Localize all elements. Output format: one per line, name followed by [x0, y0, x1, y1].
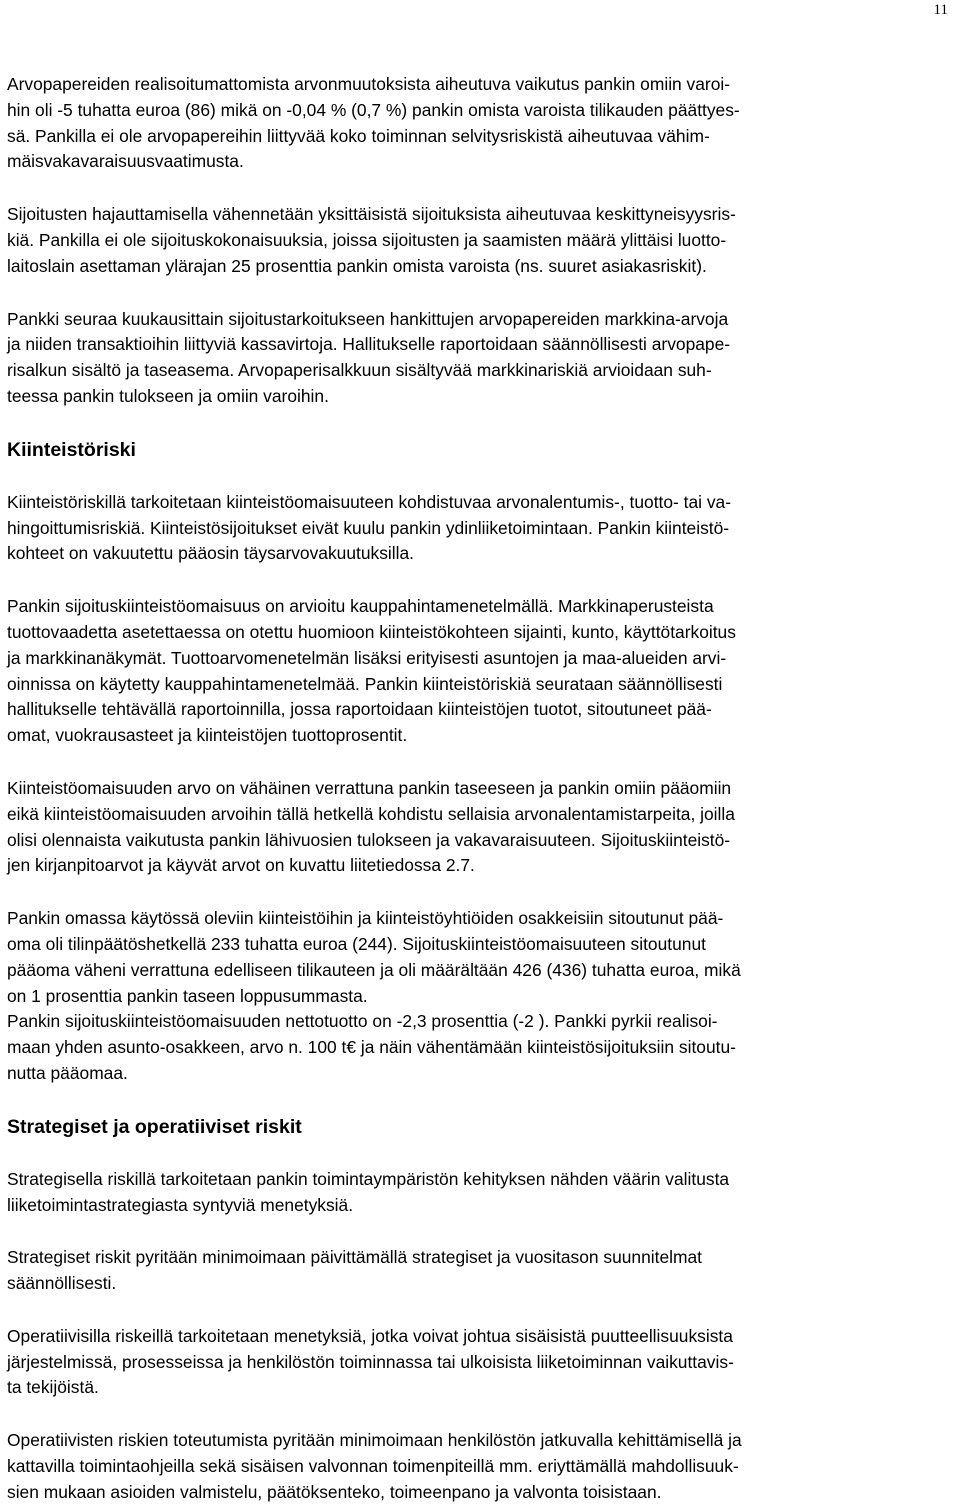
- text-line: Pankin sijoituskiinteistöomaisuus on arvioitu kauppahintamenetelmällä. Markkinaperusteista: [7, 596, 714, 617]
- paragraph: [7, 72, 953, 175]
- text-line: teessa pankin tulokseen ja omiin varoihin.: [7, 385, 329, 406]
- paragraph: [7, 490, 953, 567]
- text-line: ja niiden transaktioihin liittyviä kassavirtoja. Hallitukselle raportoidaan säännöllisesti arvopape-: [7, 334, 731, 355]
- text-line: Kiinteistöomaisuuden arvo on vähäinen verrattuna pankin taseeseen ja pankin omiin pääomiin: [7, 777, 732, 798]
- text-line: kattavilla toimintaohjeilla sekä sisäisen valvonnan toimenpiteillä mm. eriyttämällä mahdollisuuk-: [7, 1456, 739, 1477]
- text-line: Arvopapereiden realisoitumattomista arvonmuutoksista aiheutuva vaikutus pankin omiin varoi-: [7, 74, 731, 94]
- text-line: liiketoimintastrategiasta syntyviä menetyksiä.: [7, 1194, 354, 1215]
- text-line: hingoittumisriskiä. Kiinteistösijoitukset eivät kuulu pankin ydinliiketoimintaan. Pankin kiinteistö-: [7, 517, 730, 538]
- paragraph: [7, 1324, 953, 1401]
- text-line: Strategisella riskillä tarkoitetaan pankin toimintaympäristön kehityksen nähden väärin valitusta: [7, 1168, 730, 1189]
- text-line: kohteet on vakuutettu pääosin täysarvovakuutuksilla.: [7, 543, 414, 564]
- paragraph: [7, 1009, 953, 1086]
- paragraph: [7, 594, 953, 749]
- text-line: hin oli -5 tuhatta euroa (86) mikä on -0,04 % (0,7 %) pankin omista varoista tilikauden päättyes-: [7, 99, 740, 120]
- text-line: risalkun sisältö ja taseasema. Arvopaperisalkkuun sisältyvää markkinariskiä arvioidaan suh-: [7, 360, 712, 381]
- paragraph: [7, 906, 953, 1009]
- text-line: Sijoitusten hajauttamisella vähennetään yksittäisistä sijoituksista aiheutuvaa keskittyneisyysris-: [7, 204, 736, 225]
- text-line: Strategiset riskit pyritään minimoimaan päivittämällä strategiset ja vuositason suunnitelmat: [7, 1247, 702, 1268]
- paragraph: [7, 1428, 953, 1505]
- text-line: Pankin omassa käytössä oleviin kiinteistöihin ja kiinteistöyhtiöiden osakkeisiin sitoutunut pää-: [7, 908, 724, 929]
- text-line: mäisvakavaraisuusvaatimusta.: [7, 151, 244, 172]
- text-line: oma oli tilinpäätöshetkellä 233 tuhatta euroa (244). Sijoituskiinteistöomaisuuteen sitoutunut: [7, 933, 706, 954]
- text-line: omat, vuokrausasteet ja kiinteistöjen tuottoprosentit.: [7, 725, 408, 746]
- text-line: hallitukselle tehtävällä raportoinnilla, jossa raportoidaan kiinteistöjen tuotot, sitoutuneet pää-: [7, 699, 712, 720]
- section-heading-kiinteistoriski: Kiinteistöriski: [7, 438, 136, 461]
- document-body: [7, 72, 953, 1506]
- text-line: Pankin sijoituskiinteistöomaisuuden nettotuotto on -2,3 prosenttia (-2 ). Pankki pyrkii realisoi-: [7, 1011, 718, 1032]
- text-line: jen kirjanpitoarvot ja käyvät arvot on kuvattu liitetiedossa 2.7.: [7, 855, 475, 876]
- text-line: on 1 prosenttia pankin taseen loppusummasta.: [7, 985, 368, 1006]
- text-line: laitoslain asettaman ylärajan 25 prosenttia pankin omista varoista (ns. suuret asiakasriskit).: [7, 255, 707, 276]
- text-line: järjestelmissä, prosesseissa ja henkilöstön toiminnassa tai ulkoisista liiketoiminnan vaikuttavis-: [7, 1351, 734, 1372]
- paragraph: [7, 1167, 953, 1219]
- text-line: säännöllisesti.: [7, 1273, 117, 1294]
- paragraph: [7, 307, 953, 410]
- text-line: olisi olennaista vaikutusta pankin lähivuosien tulokseen ja vakavaraisuuteen. Sijoituskiinteistö-: [7, 829, 731, 850]
- text-line: tuottovaadetta asetettaessa on otettu huomioon kiinteistökohteen sijainti, kunto, käyttötarkoitus: [7, 621, 736, 642]
- text-line: maan yhden asunto-osakkeen, arvo n. 100 t€ ja näin vähentämään kiinteistösijoituksiin sitoutu-: [7, 1037, 736, 1058]
- text-line: Kiinteistöriskillä tarkoitetaan kiinteistöomaisuuteen kohdistuvaa arvonalentumis-, tuotto- tai va-: [7, 491, 732, 512]
- paragraph: [7, 776, 953, 879]
- paragraph: [7, 202, 953, 279]
- text-line: pääoma väheni verrattuna edelliseen tilikauteen ja oli määrältään 426 (436) tuhatta euroa, mikä: [7, 959, 741, 980]
- text-line: ja markkinanäkymät. Tuottoarvomenetelmän lisäksi erityisesti asuntojen ja maa-alueiden arvi-: [7, 647, 727, 668]
- text-line: sien mukaan asioiden valmistelu, päätöksenteko, toimeenpano ja valvonta toisistaan.: [7, 1481, 662, 1502]
- text-line: kiä. Pankilla ei ole sijoituskokonaisuuksia, joissa sijoitusten ja saamisten määrä ylittäisi luotto-: [7, 229, 727, 250]
- text-line: ta tekijöistä.: [7, 1377, 99, 1398]
- text-line: oinnissa on käytetty kauppahintamenetelmää. Pankin kiinteistöriskiä seurataan säännöllisesti: [7, 673, 723, 694]
- text-line: eikä kiinteistöomaisuuden arvoihin tällä hetkellä kohdistu sellaisia arvonalentamistarpeita, joilla: [7, 803, 735, 824]
- page-number: 11: [933, 2, 948, 18]
- section-heading-strategiset-riskit: Strategiset ja operatiiviset riskit: [7, 1115, 302, 1138]
- text-line: nutta pääomaa.: [7, 1062, 128, 1083]
- text-line: Operatiivisten riskien toteutumista pyritään minimoimaan henkilöstön jatkuvalla kehittämisellä ja: [7, 1430, 742, 1451]
- paragraph: [7, 1245, 953, 1297]
- text-line: Operatiivisilla riskeillä tarkoitetaan menetyksiä, jotka voivat johtua sisäisistä puutteellisuuksista: [7, 1325, 733, 1346]
- text-line: Pankki seuraa kuukausittain sijoitustarkoitukseen hankittujen arvopapereiden markkina-arvoja: [7, 308, 729, 329]
- text-line: sä. Pankilla ei ole arvopapereihin liittyvää koko toiminnan selvitysriskistä aiheutuvaa vähim-: [7, 125, 710, 146]
